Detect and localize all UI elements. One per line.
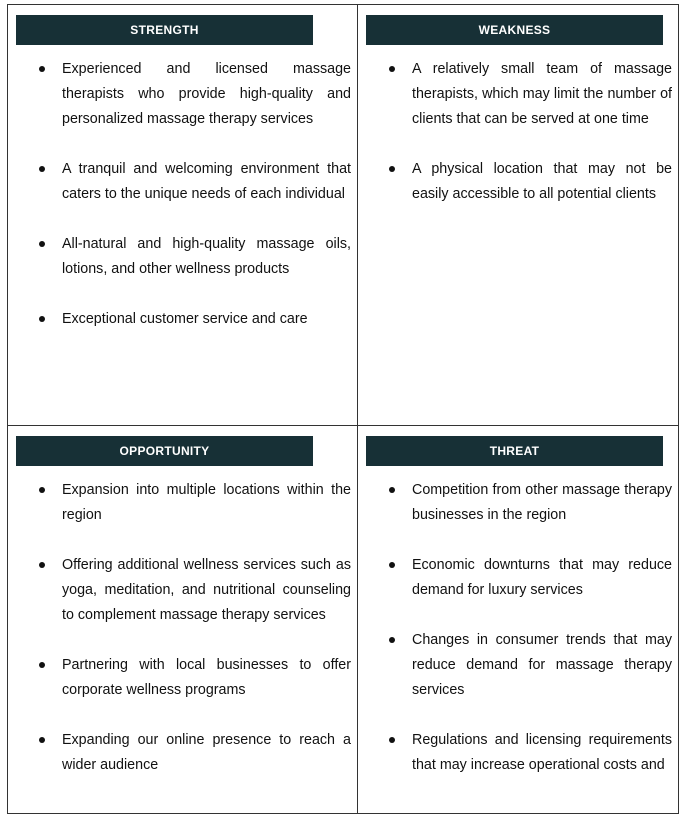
bullet-icon (39, 316, 45, 322)
list-item-text: Experienced and licensed massage therapists who provide high-quality and personalized massage therapy services (62, 61, 351, 127)
list-item-text: Offering additional wellness services such as yoga, meditation, and nutritional counseling to complement massage therapy services (62, 557, 351, 623)
opportunity-header: OPPORTUNITY (16, 436, 313, 466)
list-item (36, 57, 351, 132)
list-item (386, 628, 672, 703)
threat-list (386, 478, 672, 803)
bullet-icon (39, 662, 45, 668)
strength-list (36, 57, 351, 357)
bullet-icon (39, 737, 45, 743)
list-item (36, 307, 351, 332)
list-item (36, 553, 351, 628)
bullet-icon (39, 487, 45, 493)
list-item (36, 232, 351, 282)
list-item (36, 653, 351, 703)
weakness-list (386, 57, 672, 232)
list-item (36, 728, 351, 778)
weakness-quadrant (358, 5, 678, 425)
bullet-icon (389, 166, 395, 172)
list-item (386, 157, 672, 207)
list-item (36, 157, 351, 207)
list-item (386, 553, 672, 603)
bullet-icon (389, 637, 395, 643)
threat-quadrant (358, 426, 678, 813)
list-item (36, 478, 351, 528)
list-item (386, 478, 672, 528)
bullet-icon (389, 737, 395, 743)
list-item-text: A physical location that may not be easily accessible to all potential clients (412, 161, 672, 202)
bullet-icon (389, 562, 395, 568)
list-item-text: Expansion into multiple locations within the region (62, 482, 351, 523)
strength-quadrant (8, 5, 357, 425)
list-item-text: Changes in consumer trends that may reduce demand for massage therapy services (412, 632, 672, 698)
list-item-text: Expanding our online presence to reach a wider audience (62, 732, 351, 773)
swot-table (7, 4, 679, 814)
list-item-text: Exceptional customer service and care (62, 311, 308, 327)
bullet-icon (39, 241, 45, 247)
threat-header: THREAT (366, 436, 663, 466)
bullet-icon (39, 66, 45, 72)
bullet-icon (389, 487, 395, 493)
list-item (386, 728, 672, 778)
list-item-text: All-natural and high-quality massage oils, lotions, and other wellness products (62, 236, 351, 277)
strength-header: STRENGTH (16, 15, 313, 45)
list-item (386, 57, 672, 132)
list-item-text: Regulations and licensing requirements that may increase operational costs and (412, 732, 672, 773)
list-item-text: Economic downturns that may reduce demand for luxury services (412, 557, 672, 598)
opportunity-quadrant (8, 426, 357, 813)
opportunity-list (36, 478, 351, 803)
bullet-icon (39, 166, 45, 172)
bullet-icon (389, 66, 395, 72)
list-item-text: Competition from other massage therapy businesses in the region (412, 482, 672, 523)
list-item-text: Partnering with local businesses to offer corporate wellness programs (62, 657, 351, 698)
weakness-header: WEAKNESS (366, 15, 663, 45)
list-item-text: A tranquil and welcoming environment that caters to the unique needs of each individual (62, 161, 351, 202)
list-item-text: A relatively small team of massage therapists, which may limit the number of clients that can be served at one time (412, 61, 672, 127)
bullet-icon (39, 562, 45, 568)
